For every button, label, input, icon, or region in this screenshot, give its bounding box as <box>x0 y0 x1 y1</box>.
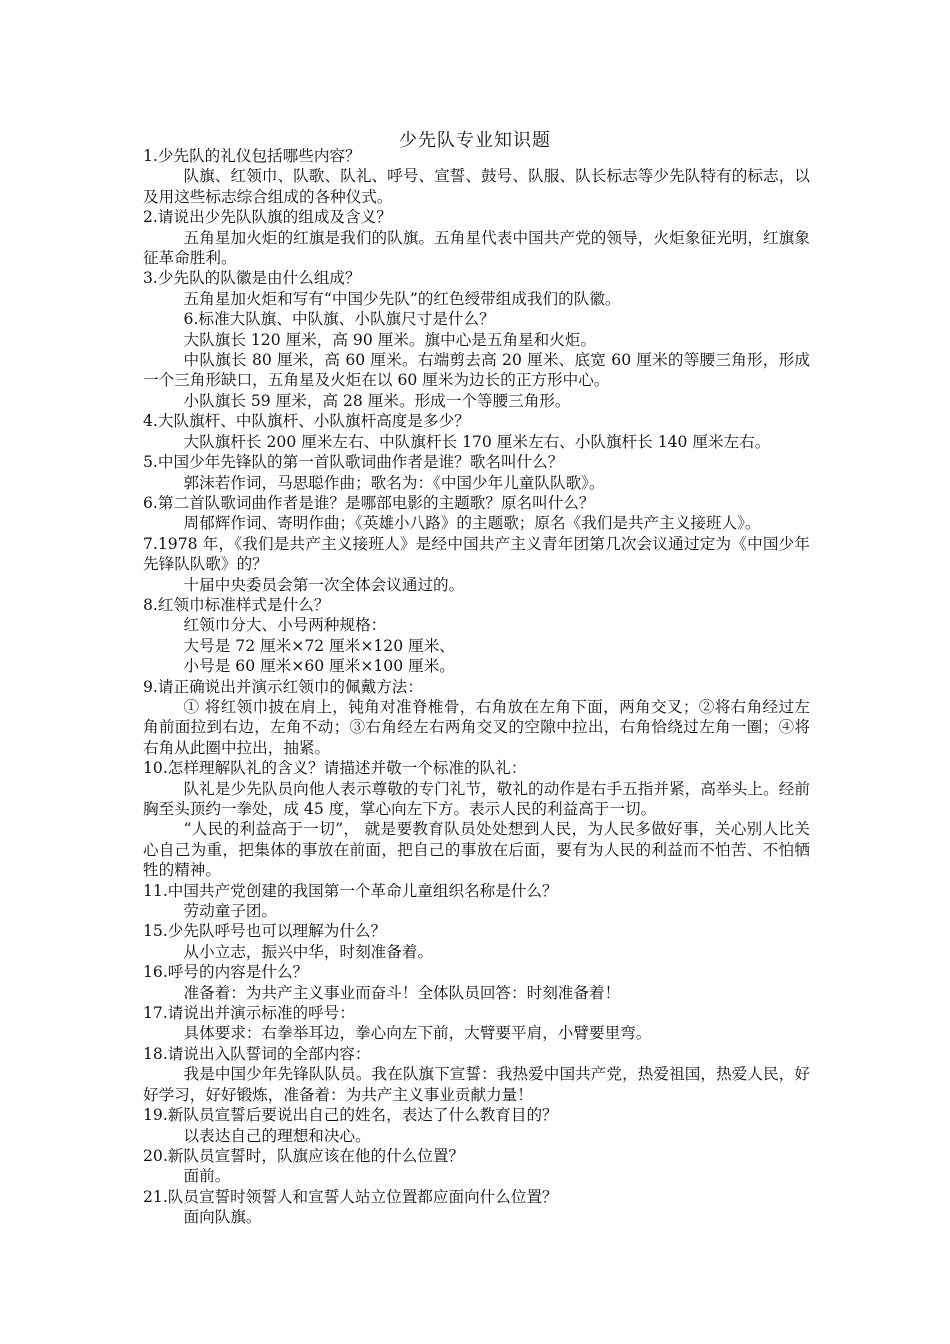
answer-line: 面前。 <box>183 1167 231 1186</box>
answer-line: 以表达自己的理想和决心。 <box>183 1126 371 1145</box>
answer-line: 红领巾分大、小号两种规格： <box>183 616 387 635</box>
answer-line: 小号是 60 厘米×60 厘米×100 厘米。 <box>183 657 455 676</box>
answer-line: 大队旗杆长 200 厘米左右、中队旗杆长 170 厘米左右、小队旗杆长 140 厘米左右。 <box>183 432 771 451</box>
question-line: 9.请正确说出并演示红领巾的佩戴方法： <box>143 677 423 696</box>
question-line: 1.少先队的礼仪包括哪些内容？ <box>143 147 361 165</box>
answer-line: 五角星加火炬和写有“中国少先队”的红色绶带组成我们的队徽。 <box>183 289 621 308</box>
answer-line: 小队旗长 59 厘米，高 28 厘米。形成一个等腰三角形。 <box>183 391 571 410</box>
question-line: 19.新队员宣誓后要说出自己的姓名，表达了什么教育目的？ <box>143 1106 558 1125</box>
answer-line: 劳动童子团。 <box>183 902 278 921</box>
question-line: 11.中国共产党创建的我国第一个革命儿童组织名称是什么？ <box>143 881 558 900</box>
question-line: 17.请说出并演示标准的呼号： <box>143 1004 355 1023</box>
question-line: 16.呼号的内容是什么？ <box>143 963 309 982</box>
document-body <box>143 146 810 1228</box>
answer-line: 郭沫若作词，马思聪作曲；歌名为：《中国少年儿童队队歌》。 <box>183 473 605 492</box>
question-line: 4.大队旗杆、中队旗杆、小队旗杆高度是多少？ <box>143 412 470 431</box>
answer-line: 具体要求：右拳举耳边，拳心向左下前，大臂要平肩，小臂要里弯。 <box>183 1024 652 1043</box>
question-line: 5.中国少年先锋队的第一首队歌词曲作者是谁？歌名叫什么？ <box>143 453 564 472</box>
question-line: 8.红领巾标准样式是什么？ <box>143 595 330 614</box>
question-line: 6.第二首队歌词曲作者是谁？是哪部电影的主题歌？原名叫什么？ <box>143 493 595 512</box>
question-line: 20.新队员宣誓时，队旗应该在他的什么位置？ <box>143 1146 465 1165</box>
answer-line: “人民的利益高于一切”， 就是要教育队员处处想到人民，为人民多做好事，关心别人比关心自己为重，把集体的事放在前面，把自己的事放在后面，要有为人民的利益而不怕苦、不怕牺牲的精神。 <box>143 820 810 880</box>
answer-line: 五角星加火炬的红旗是我们的队旗。五角星代表中国共产党的领导，火炬象征光明，红旗象征革命胜利。 <box>143 228 810 268</box>
question-line: 15.少先队呼号也可以理解为什么？ <box>143 922 387 941</box>
question-line: 3.少先队的队徽是由什么组成？ <box>143 269 361 288</box>
answer-line: 队旗、红领巾、队歌、队礼、呼号、宣誓、鼓号、队服、队长标志等少先队特有的标志，以及用这些标志综合组成的各种仪式。 <box>143 167 810 206</box>
answer-line: 准备着：为共产主义事业而奋斗！全体队员回答：时刻准备着！ <box>183 983 621 1002</box>
answer-line: 大号是 72 厘米×72 厘米×120 厘米、 <box>183 636 455 655</box>
answer-line: 队礼是少先队员向他人表示尊敬的专门礼节，敬礼的动作是右手五指并紧，高举头上。经前胸至头顶约一拳处，成 45 度，掌心向左下方。表示人民的利益高于一切。 <box>143 779 810 818</box>
question-line: 7.1978 年，《我们是共产主义接班人》是经中国共产主义青年团第几次会议通过定为《中国少年先锋队队歌》的？ <box>143 534 810 574</box>
answer-line: 我是中国少年先锋队队员。我在队旗下宣誓：我热爱中国共产党，热爱祖国，热爱人民，好好学习，好好锻炼，准备着：为共产主义事业贡献力量！ <box>143 1065 810 1104</box>
answer-line: 6.标准大队旗、中队旗、小队旗尺寸是什么？ <box>183 310 495 329</box>
answer-line: 十届中央委员会第一次全体会议通过的。 <box>183 575 465 594</box>
question-line: 2.请说出少先队队旗的组成及含义？ <box>143 208 392 227</box>
answer-line: 从小立志，振兴中华，时刻准备着。 <box>183 942 434 961</box>
question-line: 21.队员宣誓时领誓人和宣誓人站立位置都应面向什么位置？ <box>143 1187 558 1206</box>
answer-line: 大队旗长 120 厘米，高 90 厘米。旗中心是五角星和火炬。 <box>183 330 597 349</box>
question-line: 18.请说出入队誓词的全部内容： <box>143 1044 371 1063</box>
document-title: 少先队专业知识题 <box>399 130 551 151</box>
answer-line: 中队旗长 80 厘米，高 60 厘米。右端剪去高 20 厘米、底宽 60 厘米的等腰三角形，形成一个三角形缺口，五角星及火炬在以 60 厘米为边长的正方形中心。 <box>143 351 810 390</box>
answer-line: 面向队旗。 <box>183 1208 262 1227</box>
answer-line: 周郁辉作词、寄明作曲；《英雄小八路》的主题歌；原名《我们是共产主义接班人》。 <box>183 514 761 533</box>
answer-line: ① 将红领巾披在肩上，钝角对准脊椎骨，右角放在左角下面，两角交叉；②将右角经过左角前面拉到右边，左角不动；③右角经左右两角交叉的空隙中拉出，右角恰绕过左角一圈；④将右角从此圈中拉出，抽紧。 <box>143 697 810 757</box>
question-line: 10.怎样理解队礼的含义？请描述并敬一个标准的队礼： <box>143 759 527 778</box>
